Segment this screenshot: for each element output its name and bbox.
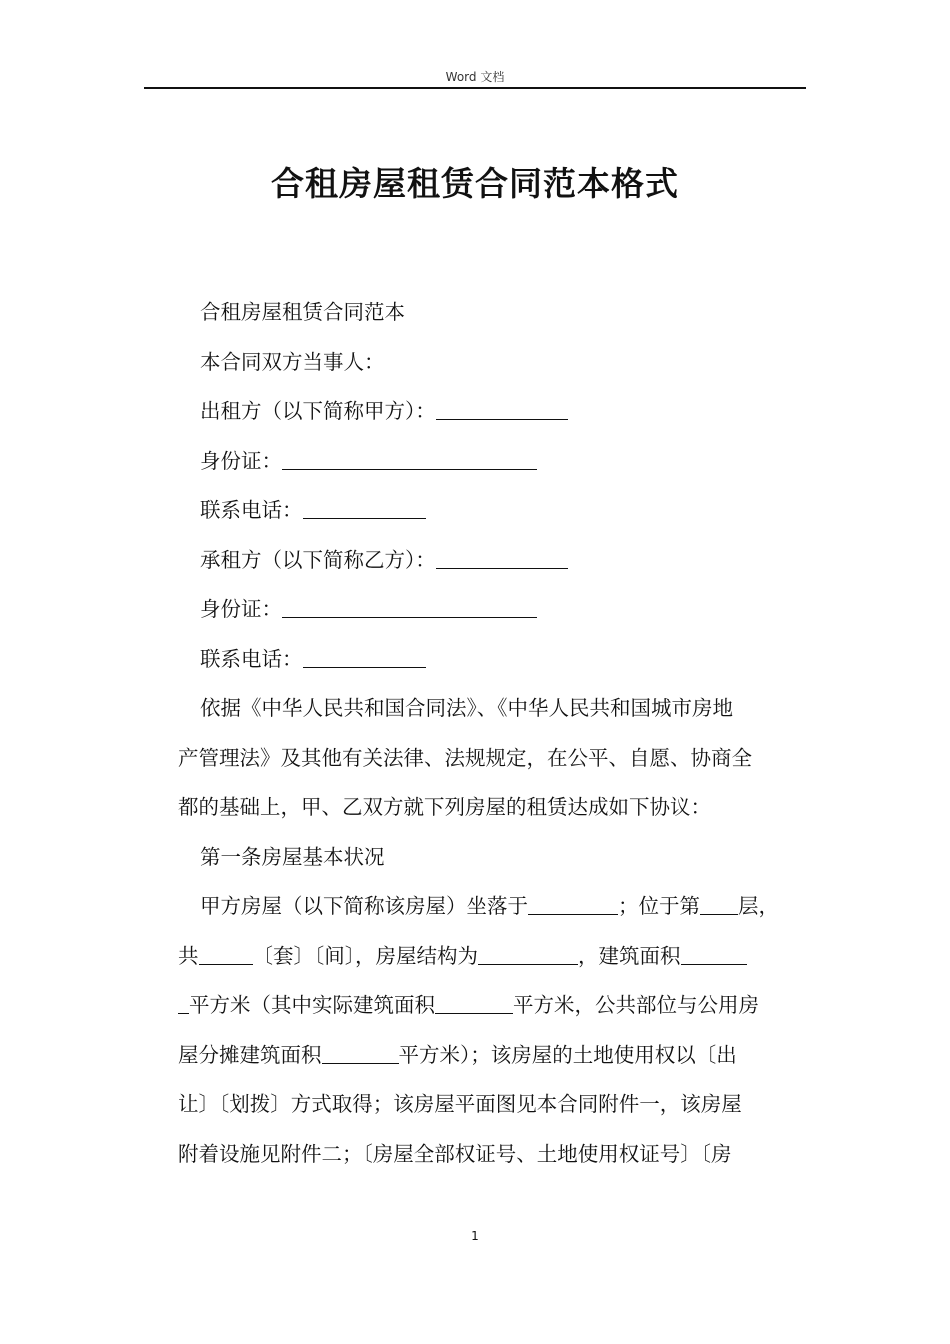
paragraph-line: 平方米（其中实际建筑面积 平方米，公共部位与公用房 — [178, 981, 808, 1031]
lessor-phone-line: 联系电话： — [178, 486, 808, 536]
fill-blank — [681, 943, 747, 965]
paragraph-line: 依据《中华人民共和国合同法》、《中华人民共和国城市房地 — [200, 696, 733, 720]
lessee-id-line: 身份证： — [178, 585, 808, 635]
fill-blank — [478, 943, 578, 965]
paragraph-line: 共 〔套〕〔间〕，房屋结构为 ，建筑面积 — [178, 932, 808, 982]
lessee-phone-line: 联系电话： — [178, 635, 808, 685]
fill-blank — [528, 894, 618, 916]
section-heading: 第一条房屋基本状况 — [200, 844, 385, 869]
document-title: 合租房屋租赁合同范本格式 — [271, 164, 679, 203]
fill-blank — [303, 646, 426, 668]
fill-blank — [435, 993, 513, 1015]
fill-blank — [436, 547, 568, 569]
fill-blank — [178, 993, 189, 1015]
page-number: 1 — [471, 1229, 479, 1243]
fill-blank — [303, 498, 426, 520]
fill-blank — [199, 943, 253, 965]
header-rule — [144, 87, 806, 89]
lessor-line: 出租方（以下简称甲方）： — [178, 387, 808, 437]
paragraph-line: 让〕〔划拨〕方式取得；该房屋平面图见本合同附件一，该房屋 — [178, 1092, 742, 1116]
fill-blank — [436, 399, 568, 421]
page-header: Word 文档 — [445, 70, 505, 84]
lessor-id-line: 身份证： — [178, 437, 808, 487]
document-body — [178, 288, 808, 1179]
paragraph-line: 甲方房屋（以下简称该房屋）坐落于 ；位于第 层， — [200, 894, 779, 918]
paragraph-line: 都的基础上，甲、乙双方就下列房屋的租赁达成如下协议： — [178, 795, 711, 819]
fill-blank — [282, 597, 537, 619]
fill-blank — [700, 894, 738, 916]
fill-blank — [282, 448, 537, 470]
lessee-line: 承租方（以下简称乙方）： — [178, 536, 808, 586]
fill-blank — [322, 1042, 399, 1064]
paragraph-line: 产管理法》及其他有关法律、法规规定，在公平、自愿、协商全 — [178, 745, 752, 770]
paragraph-line: 屋分摊建筑面积 平方米）；该房屋的土地使用权以〔出 — [178, 1042, 737, 1067]
paragraph-line: 合租房屋租赁合同范本 — [200, 300, 405, 324]
paragraph-line: 本合同双方当事人： — [200, 349, 385, 374]
paragraph-line: 附着设施见附件二；〔房屋全部权证号、土地使用权证号〕〔房 — [178, 1141, 732, 1166]
